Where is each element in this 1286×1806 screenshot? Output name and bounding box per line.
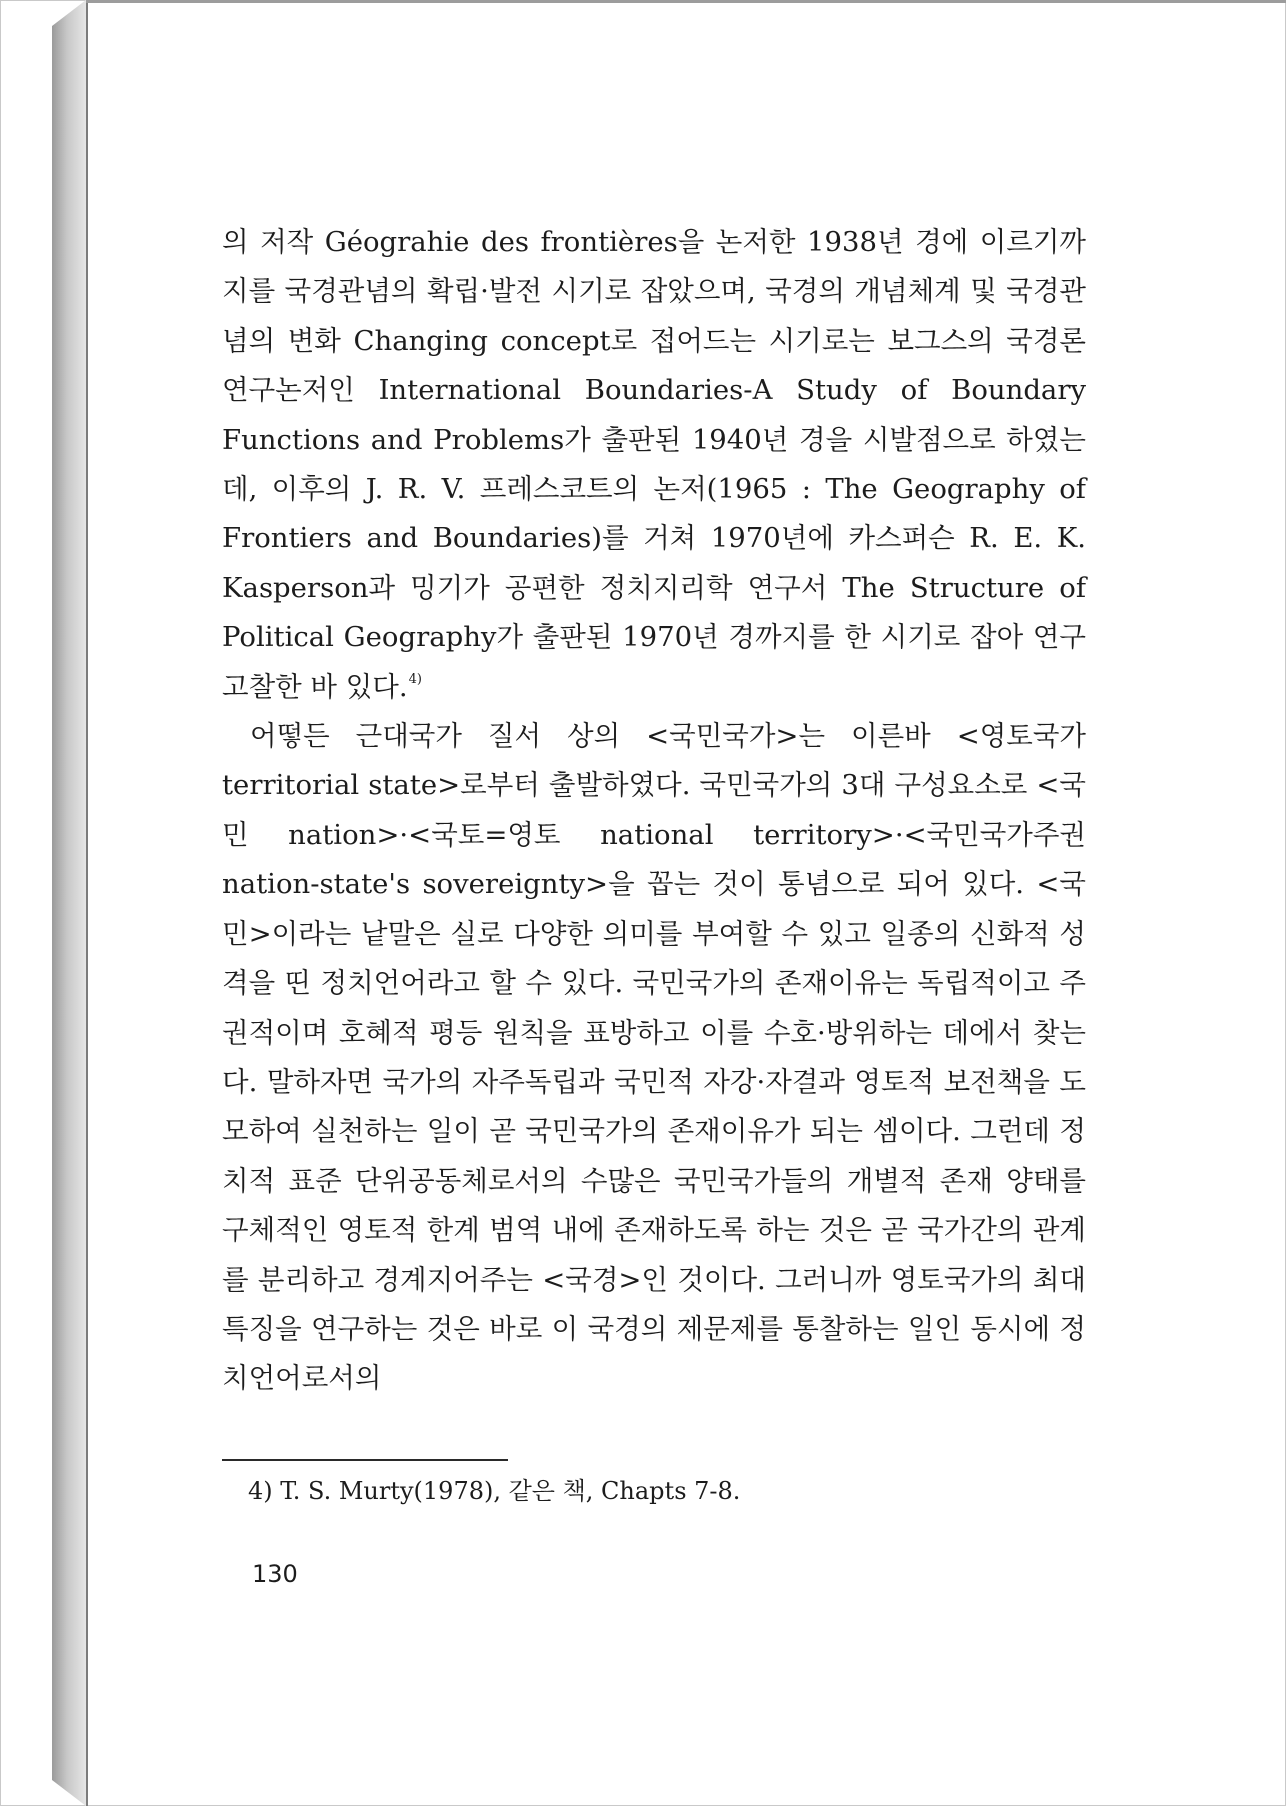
body-text [222,218,1086,1404]
page-edge-line [86,0,88,1806]
footnote-reference-4: 4) [408,671,422,687]
body-paragraph-2: 어떻든 근대국가 질서 상의 <국민국가>는 이른바 <영토국가 territorial state>로부터 출발하였다. 국민국가의 3대 구성요소로 <국민 nation>·<국토=영토 national territory>·<국민국가주권 nation-state's sovereignty>을 꼽는 것이 통념으로 되어 있다. <국민>이라는 낱말은 실로 다양한 의미를 부여할 수 있고 일종의 신화적 성격을 띤 정치언어라고 할 수 있다. 국민국가의 존재이유는 독립적이고 주권적이며 호혜적 평등 원칙을 표방하고 이를 수호·방위하는 데에서 찾는다. 말하자면 국가의 자주독립과 국민적 자강·자결과 영토적 보전책을 도모하여 실천하는 일이 곧 국민국가의 존재이유가 되는 셈이다. 그런데 정치적 표준 단위공동체로서의 수많은 국민국가들의 개별적 존재 양태를 구체적인 영토적 한계 범역 내에 존재하도록 하는 것은 곧 국가간의 관계를 분리하고 경계지어주는 <국경>인 것이다. 그러니까 영토국가의 최대 특징을 연구하는 것은 바로 이 국경의 제문제를 통찰하는 일인 동시에 정치언어로서의 [222,720,1086,1395]
footnote-rule [222,1459,508,1461]
footnote-4: 4) T. S. Murty(1978), 같은 책, Chapts 7-8. [248,1477,741,1505]
body-paragraph-1 [222,218,1086,712]
page-edge [52,0,86,1806]
page-top-rule [86,0,1286,3]
page-number: 130 [252,1560,298,1588]
paragraph-1-text: 의 저작 Géograhie des frontières을 논저한 1938년 경에 이르기까지를 국경관념의 확립·발전 시기로 잡았으며, 국경의 개념체계 및 국경관념의 변화 Changing concept로 접어드는 시기로는 보그스의 국경론 연구논저인 International Boundaries-A Study of Boundary Functions and Problems가 출판된 1940년 경을 시발점으로 하였는데, 이후의 J. R. V. 프레스코트의 논저(1965 : The Geography of Frontiers and Boundaries)를 거쳐 1970년에 카스퍼슨 R. E. K. Kasperson과 밍기가 공편한 정치지리학 연구서 The Structure of Political Geography가 출판된 1970년 경까지를 한 시기로 잡아 연구 고찰한 바 있다. [222,226,1086,703]
